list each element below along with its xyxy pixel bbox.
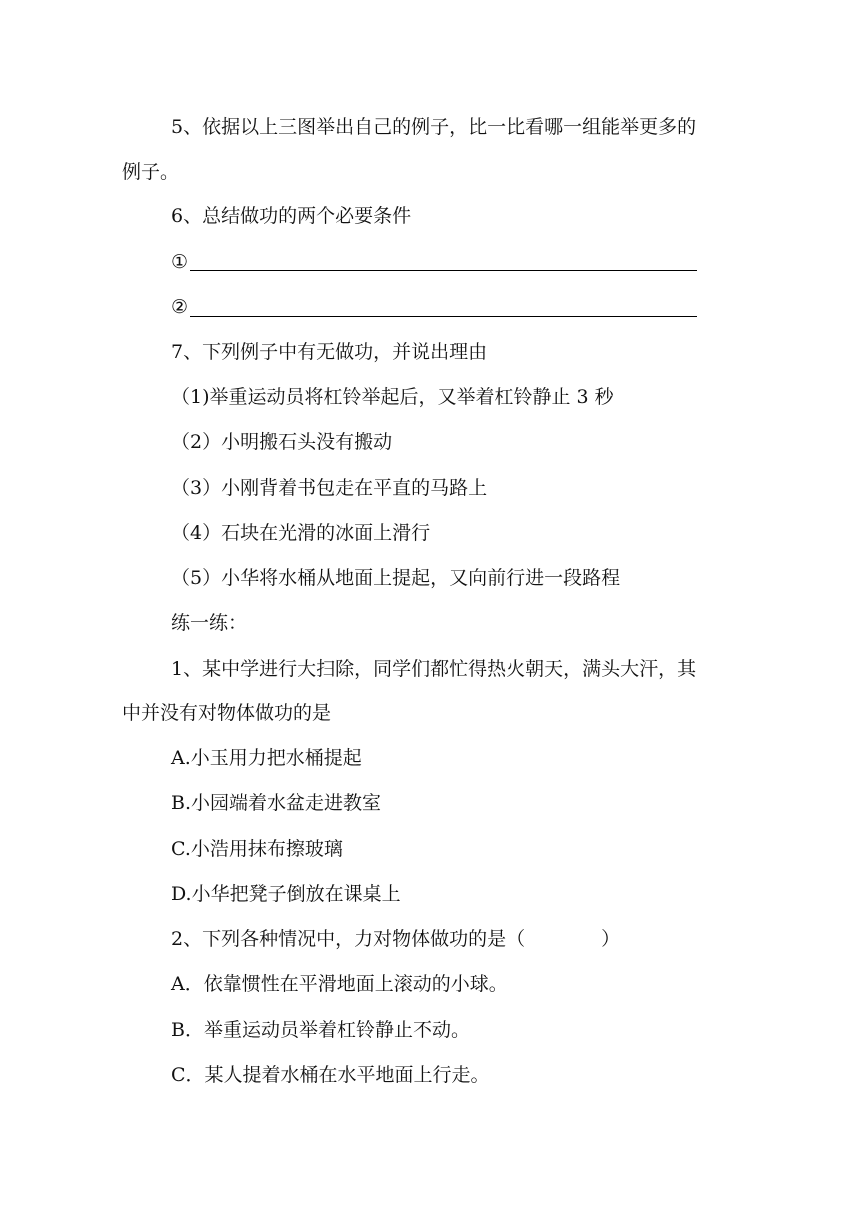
exercise-1-option-a: A.小玉用力把水桶提起 bbox=[171, 747, 362, 769]
exercise-2-question: 2、下列各种情况中，力对物体做功的是（ ） bbox=[171, 928, 621, 950]
question-5-line-2: 例子。 bbox=[122, 161, 180, 183]
question-7-item-3: （3）小刚背着书包走在平直的马路上 bbox=[171, 477, 488, 499]
condition-2-marker: ② bbox=[171, 296, 189, 318]
exercise-2-option-a: A．依靠惯性在平滑地面上滚动的小球。 bbox=[171, 973, 508, 995]
question-7-item-2: （2）小明搬石头没有搬动 bbox=[171, 431, 393, 453]
exercise-1-option-c: C.小浩用抹布擦玻璃 bbox=[171, 838, 343, 860]
practice-heading: 练一练： bbox=[171, 612, 248, 634]
condition-1-blank bbox=[190, 270, 697, 271]
exercise-1-line-1: 1、某中学进行大扫除，同学们都忙得热火朝天，满头大汗，其 bbox=[171, 658, 697, 680]
question-6: 6、总结做功的两个必要条件 bbox=[171, 205, 412, 227]
question-7-item-5: （5）小华将水桶从地面上提起，又向前行进一段路程 bbox=[171, 567, 621, 589]
question-7-item-1: （1)举重运动员将杠铃举起后，又举着杠铃静止 3 秒 bbox=[171, 386, 614, 408]
exercise-2-option-b: B．举重运动员举着杠铃静止不动。 bbox=[171, 1019, 470, 1041]
exercise-1-option-b: B.小园端着水盆走进教室 bbox=[171, 792, 382, 814]
exercise-1-line-2: 中并没有对物体做功的是 bbox=[122, 702, 332, 724]
exercise-2-option-c: C．某人提着水桶在水平地面上行走。 bbox=[171, 1064, 490, 1086]
question-5-line-1: 5、依据以上三图举出自己的例子，比一比看哪一组能举更多的 bbox=[171, 116, 697, 138]
condition-1-marker: ① bbox=[171, 251, 189, 273]
question-7: 7、下列例子中有无做功，并说出理由 bbox=[171, 341, 488, 363]
question-7-item-4: （4）石块在光滑的冰面上滑行 bbox=[171, 522, 431, 544]
condition-2-blank bbox=[190, 316, 697, 317]
exercise-1-option-d: D.小华把凳子倒放在课桌上 bbox=[171, 883, 401, 905]
